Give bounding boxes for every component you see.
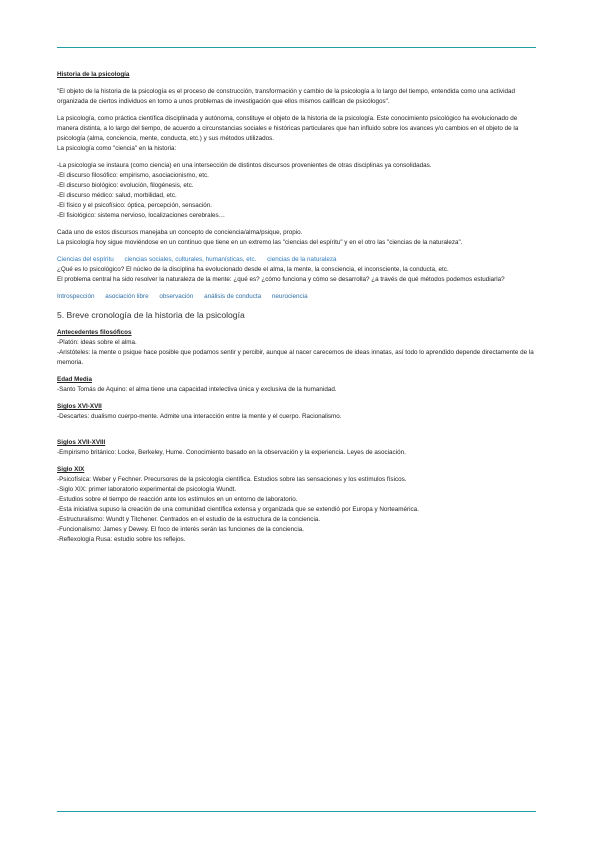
discourse-item: -El fisiológico: sistema nervioso, localizaciones cerebrales…: [57, 212, 225, 219]
spectrum-middle: ciencias sociales, culturales, humanísticas, etc.: [124, 256, 257, 263]
list-item: -Empirismo británico: Locke, Berkeley, Hume. Conocimiento basado en la observación y la experiencia. Leyes de asociación.: [57, 449, 406, 456]
science-spectrum: [57, 255, 539, 265]
discourse-item: -La psicología se instaura (como ciencia) en una intersección de distintos discursos provenientes de otras disciplinas ya consolidadas.: [57, 162, 432, 169]
intro-line: La psicología como "ciencia" en la historia:: [57, 145, 177, 152]
list-item: -Estructuralismo: Wundt y Titchener. Centrados en el estudio de la estructura de la conciencia.: [57, 516, 321, 523]
list-item: -Siglo XIX: primer laboratorio experimental de psicología Wundt.: [57, 486, 237, 493]
bottom-divider: [57, 811, 536, 812]
top-divider: [57, 47, 536, 48]
list-item: -Santo Tomás de Aquino: el alma tiene una capacidad intelectiva única y exclusiva de la humanidad.: [57, 386, 337, 393]
list-item: -Esta iniciativa supuso la creación de una comunidad científica extensa y organizada que se extendió por Europa y Norteamérica.: [57, 506, 419, 513]
list-item: -Reflexología Rusa: estudio sobre los reflejos.: [57, 536, 186, 543]
subheading-siglos-17-18: Siglos XVII-XVIII: [57, 439, 106, 446]
subheading-antecedentes: Antecedentes filosóficos: [57, 329, 132, 336]
discourse-item: -El físico y el psicofísico: óptica, percepción, sensación.: [57, 202, 213, 209]
method-item: Introspección: [57, 293, 95, 300]
page-title: Historia de la psicología: [57, 71, 130, 78]
intro-paragraph: La psicología, como práctica científica disciplinada y autónoma, constituye el objeto de la historia de la psicología. Este conocimiento psicológico ha evolucionado de manera distinta, a lo largo del tiempo, de acuerdo a circunstancias sociales e históricas particulares que han influido sobre los avances y/o cambios en el objeto de la psicología (alma, conciencia, mente, conducta, etc.) y sus métodos utilizados.: [57, 115, 519, 142]
method-item: neurociencia: [271, 293, 308, 300]
list-item: -Platón: ideas sobre el alma.: [57, 339, 137, 346]
list-item: -Aristóteles: la mente o psique hace posible que podamos sentir y percibir, aunque al nacer carecemos de ideas innatas, así todo lo aprendido depende directamente de la memoria.: [57, 349, 534, 366]
discourse-item: -El discurso médico: salud, morbilidad, etc.: [57, 192, 177, 199]
spectrum-right: ciencias de la naturaleza: [267, 256, 337, 263]
subheading-siglos-16-17: Siglos XVI-XVII: [57, 403, 102, 410]
spectrum-left: Ciencias del espíritu: [57, 256, 114, 263]
question-paragraph: El problema central ha sido resolver la naturaleza de la mente: ¿qué es? ¿cómo funciona y cómo se desarrolla? ¿a través de qué métodos podemos estudiarla?: [57, 276, 505, 283]
method-item: asociación libre: [105, 293, 149, 300]
continuum-line: Cada uno de estos discursos manejaba un concepto de conciencia/alma/psique, propio.: [57, 229, 303, 236]
subheading-edad-media: Edad Media: [57, 376, 92, 383]
quote-paragraph: "El objeto de la historia de la psicología es el proceso de construcción, transformación y cambio de la psicología a lo largo del tiempo, entendida como una actividad organizada de ciertos individuos en torno a unos problemas de investigación que ellos mismos califican de psicólogos".: [57, 88, 515, 105]
list-item: -Descartes: dualismo cuerpo-mente. Admite una interacción entre la mente y el cuerpo. Racionalismo.: [57, 413, 342, 420]
method-item: análisis de conducta: [204, 293, 262, 300]
methods-row: [57, 292, 539, 302]
subheading-siglo-19: Siglo XIX: [57, 466, 85, 473]
question-paragraph: ¿Qué es lo psicológico? El núcleo de la disciplina ha evolucionado desde el alma, la mente, la consciencia, el inconsciente, la conducta, etc.: [57, 266, 449, 273]
discourse-item: -El discurso biológico: evolución, filogénesis, etc.: [57, 182, 194, 189]
section-heading: 5. Breve cronología de la historia de la psicología: [57, 310, 245, 320]
list-item: -Psicofísica: Weber y Fechner. Precursores de la psicología científica. Estudios sobre las sensaciones y los estímulos físicos.: [57, 476, 407, 483]
continuum-line: La psicología hoy sigue moviéndose en un continuo que tiene en un extremo las "ciencias del espíritu" y en el otro las "ciencias de la naturaleza".: [57, 239, 463, 246]
discourse-item: -El discurso filosófico: empirismo, asociacionismo, etc.: [57, 172, 209, 179]
document-body: [57, 70, 539, 545]
list-item: -Funcionalismo: James y Dewey. El foco de interés serán las funciones de la conciencia.: [57, 526, 304, 533]
method-item: observación: [159, 293, 194, 300]
list-item: -Estudios sobre el tiempo de reacción ante los estímulos en un entorno de laboratorio.: [57, 496, 298, 503]
